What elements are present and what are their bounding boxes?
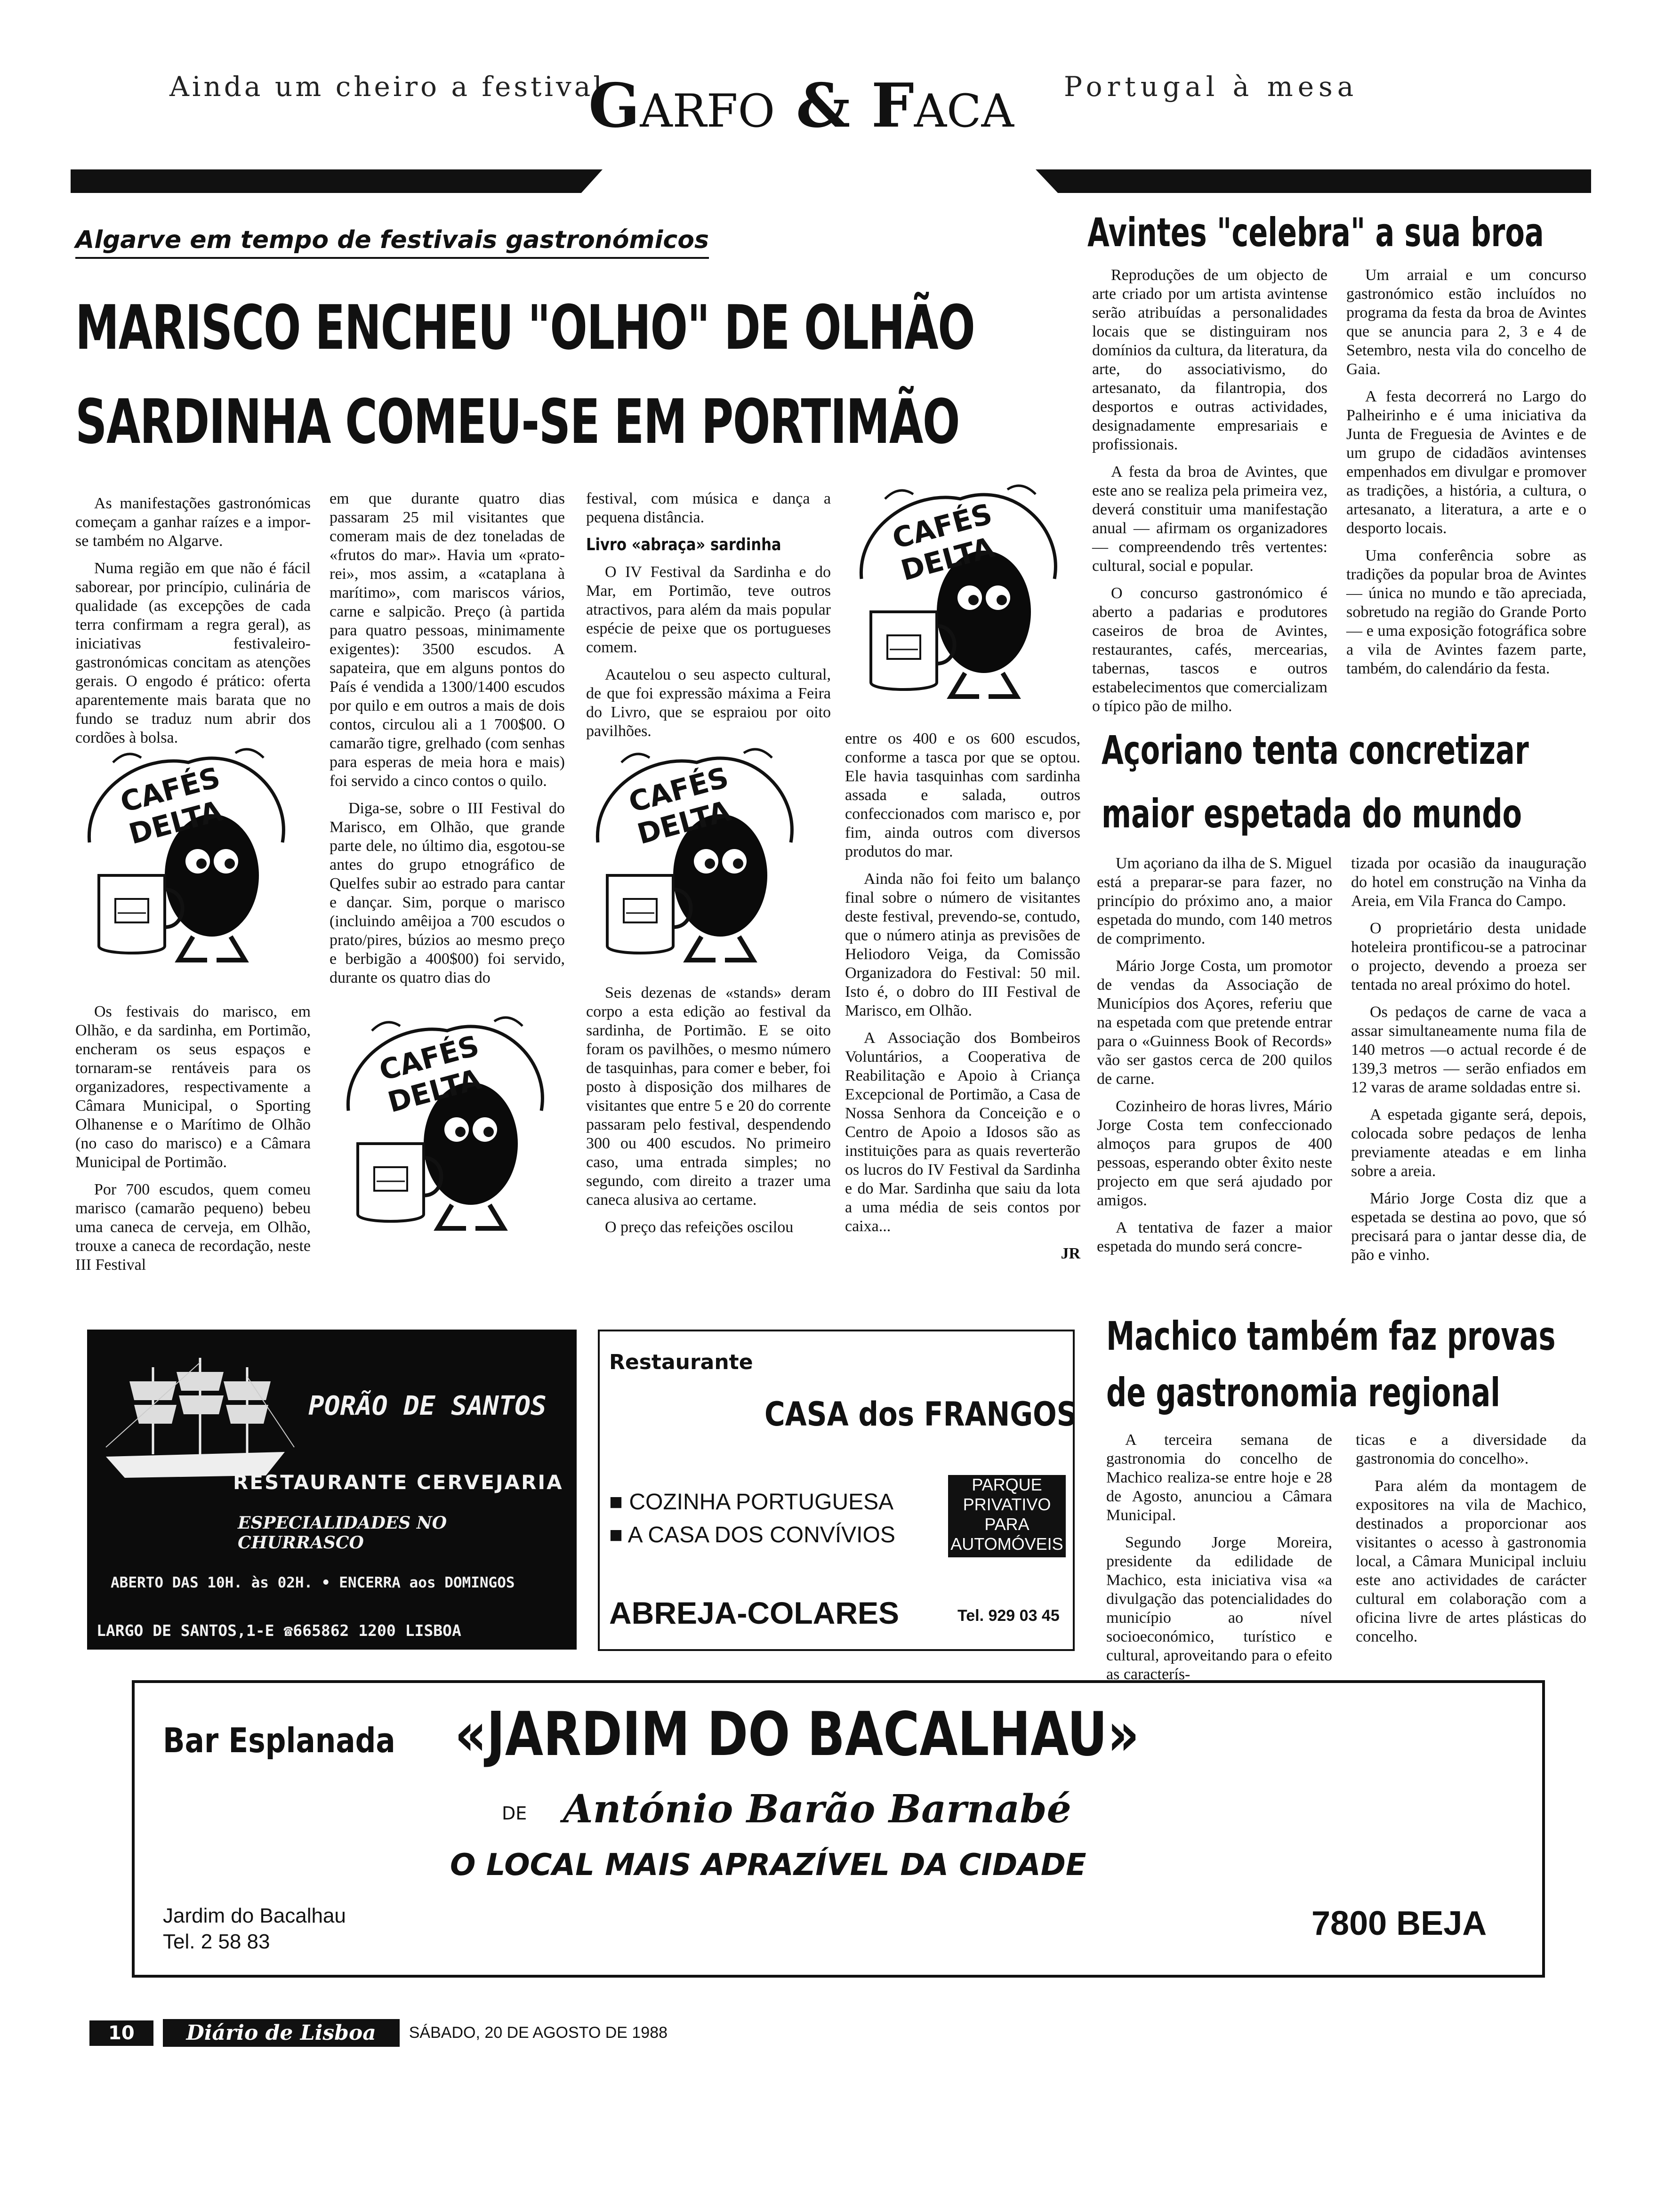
headline-line1: MARISCO ENCHEU "OLHO" DE OLHÃO [75,292,975,363]
main-col4: entre os 400 e os 600 escudos, conforme a tasca por que se optou. Ele havia tasquinhas com sardinha assada e salada, outros confeccionados com marisco e, por fim, ainda outros com diversos produtos do mar. Ainda não foi feito um balanço final sobre o número de visitantes deste festival, prevendo-se, contudo, que o número atinja as previsões de Heliodoro Veiga, da Comissão Organizadora do Festival: 50 mil. Isto é, o dobro do III Festival de Marisco, em Olhão. A Associação dos Bombeiros Voluntários, a Cooperativa de Reabilitação e Apoio à Criança Excepcional de Portimão, a Casa de Nossa Senhora da Conceição e o Centro de Apoio a Idosos são as instituições para as quais reverterão os lucros do IV Festival da Sardinha e do Mar. Sardinha que saiu da lota a uma média de seis contos por caixa... JR [845,730,1080,1262]
delta-ad-3 [330,1002,565,1240]
delta-ad-1 [71,734,306,971]
article-kicker: Algarve em tempo de festivais gastronómicos [75,226,709,259]
page-footer [89,2019,668,2047]
delta-brand-text: CAFÉS DELTA [625,761,734,851]
main-col2: em que durante quatro dias passaram 25 mil visitantes que comeram mais de dez toneladas de «frutos do mar». Havia um «prato-rei», mos assim, a «cataplana à marítimo», com mariscos vários, carne e salpicão. Preço (à partida para quatro pessoas, minimamente exigentes): 3500 escudos. A sapateira, que em alguns pontos do País é vendida a 1300/1400 escudos por quilo e em outros a mais de dois contos, circulou ali a 1 700$00. O camarão tigre, grelhado (com senhas para esperas de meia hora e mais) foi servido a cinco contos o quilo. Diga-se, sobre o III Festival do Marisco, em Olhão, que grande parte dele, no último dia, esgotou-se antes do grupo etnográfico de Quelfes subir ao estrado para cantar e dançar. Sim, porque o marisco (incluindo amêijoa a 700 escudos o prato/pires, búzios ao mesmo preço e berbigão a 400$00) foi servido, durante os quatro dias do [330,490,565,986]
acoriano-title-line1: Açoriano tenta concretizar [1102,727,1529,773]
porao-type: RESTAURANTE CERVEJARIA [233,1471,563,1494]
porao-specialty: ESPECIALIDADES NO CHURRASCO [238,1513,447,1553]
headline-line2: SARDINHA COMEU-SE EM PORTIMÃO [75,386,960,457]
page-number: 10 [89,2020,153,2046]
bacalhau-slogan: O LOCAL MAIS APRAZÍVEL DA CIDADE [450,1848,1086,1883]
casa-dos-frangos-ad [598,1330,1075,1651]
delta-brand-text: CAFÉS DELTA [117,761,226,851]
paper-name: Diário de Lisboa [163,2019,400,2047]
bacalhau-de: DE [502,1803,527,1824]
acoriano-col1: Um açoriano da ilha de S. Miguel está a preparar-se para fazer, no princípio do próximo ano, a maior espetada do mundo, com 140 metros de comprimento. Mário Jorge Costa, um promotor de vendas da Associação de Municípios dos Açores, referiu que na espetada com que pretende entrar para o «Guinness Book of Records» vão ser gastos cerca de 200 quilos de carne. Cozinheiro de horas livres, Mário Jorge Costa tem confeccionado almoços para grupos de 400 pessoas, esperando obter êxito neste projecto em que será ajudado por amigos. A tentativa de fazer a maior espetada do mundo será concre- [1097,855,1332,1255]
avintes-col1: Reproduções de um objecto de arte criado por um artista avintense serão atribuídas a personalidades locais que se distinguiram nos domínios da cultura, da literatura, da arte, do associativismo, do artesanato, da filantropia, dos desportos e outras actividades, designadamente empresariais e profissionais. A festa da broa de Avintes, que este ano se realiza pela primeira vez, deverá constituir uma manifestação anual — afirmam os organizadores — compreendendo três vertentes: cultural, social e popular. O concurso gastronómico é aberto a padarias e produtores caseiros de broa de Avintes, restaurantes, cafés, mercearias, tabernas, tascos e outros estabelecimentos que comercializam o típico pão de milho. [1092,266,1327,715]
header-left-strip: Ainda um cheiro a festival [169,71,605,103]
machico-col1: A terceira semana de gastronomia do concelho de Machico realiza-se entre hoje e 28 de Agosto, anunciou a Câmara Municipal. Segundo Jorge Moreira, presidente da edilidade de Machico, esta iniciativa visa «a divulgação das potencialidades do município ao nível socioeconómico, turístico e cultural, aproveitando para o efeito as caracterís- [1106,1431,1332,1683]
frangos-label: Restaurante [609,1350,753,1374]
porao-address: LARGO DE SANTOS,1-E ☎665862 1200 LISBOA [97,1621,461,1640]
main-col1-top: As manifestações gastronómicas começam a ganhar raízes e a impor-se também no Algarve. Numa região em que não é fácil saborear, por princípio, culinária de qualidade (as excepções de cada terra confirmam a regra geral), as iniciativas festivaleiro-gastronómicas concitam as atenções gerais. O engodo é prático: oferta aparentemente mais barata que no fundo se traduz num abrir dos cordões à bolsa. [75,495,311,746]
porao-name: PORÃO DE SANTOS [308,1391,547,1421]
ship-icon [97,1348,304,1490]
header-rule-right [1036,169,1591,193]
machico-title-line1: Machico também faz provas [1106,1313,1556,1359]
acoriano-col2: tizada por ocasião da inauguração do hotel em construção na Vinha da Areia, em Vila Franca do Campo. O proprietário desta unidade hoteleira prontificou-se a patrocinar o projecto, devendo a proeza ser tentada no areal próximo do hotel. Os pedaços de carne de vaca a assar simultaneamente numa fila de 140 metros —o actual recorde é de 139,3 metros — serão enfiados em 12 varas de arame soldadas entre si. A espetada gigante será, depois, colocada sobre pedaços de lenha previamente ateadas e em linha sobre a areia. Mário Jorge Costa diz que a espetada se destina ao povo, que só precisará para o jantar desse dia, de pão e vinho. [1351,855,1586,1264]
subhead-livro: Livro «abraça» sardinha [586,535,781,554]
delta-ad-2 [579,734,814,971]
article-signature: JR [1061,1245,1080,1262]
avintes-title: Avintes "celebra" a sua broa [1087,209,1544,256]
machico-col2: ticas e a diversidade da gastronomia do concelho». Para além da montagem de expositores na vila de Machico, destinados a proporcionar aos visitantes o acesso à gastronomia local, a Câmara Municipal incluiu este ano actividades de carácter cultural em colaboração com a oficina livre de artes plásticas do concelho. [1356,1431,1586,1645]
frangos-item1: ■ COZINHA PORTUGUESA [609,1490,894,1515]
main-col3-bottom: Seis dezenas de «stands» deram corpo a esta edição ao festival da sardinha, de Portimão. E se oito foram os pavilhões, o mesmo número de tasquinhas, para comer e beber, foi posto à disposição dos milhares de visitantes que entre 5 e 20 do corrente passaram pelo festival, despendendo 300 ou 400 escudos. No primeiro caso, uma entrada simples; no segundo, com direito a trazer uma caneca alusiva ao certame. O preço das refeições oscilou [586,984,831,1236]
bacalhau-owner: António Barão Barnabé [563,1787,1071,1832]
frangos-parking: PARQUE PRIVATIVO PARA AUTOMÓVEIS [948,1475,1066,1557]
delta-brand-text: CAFÉS DELTA [376,1029,485,1120]
main-col1-bottom: Os festivais do marisco, em Olhão, e da sardinha, em Portimão, encheram os seus espaços e tornaram-se rentáveis para os organizadores, respectivamente a Câmara Municipal, o Sporting Olhanense e o Marítimo de Olhão (no caso do marisco) e a Câmara Municipal de Portimão. Por 700 escudos, quem comeu marisco (camarão pequeno) bebeu uma caneca de cerveja, em Olhão, trouxe a caneca de recordação, neste III Festival [75,1003,311,1274]
bacalhau-name: «JARDIM DO BACALHAU» [455,1699,1140,1770]
frangos-item2: ■ A CASA DOS CONVÍVIOS [609,1523,895,1547]
delta-brand-text: CAFÉS DELTA [889,497,998,588]
delta-ad-4 [843,471,1078,708]
porao-de-santos-ad [87,1330,577,1650]
bacalhau-city: 7800 BEJA [1311,1905,1487,1942]
porao-hours: ABERTO DAS 10H. às 02H. • ENCERRA aos DOMINGOS [111,1574,515,1591]
bacalhau-contact-name: Jardim do Bacalhau [163,1904,346,1927]
bacalhau-prefix: Bar Esplanada [163,1721,395,1760]
avintes-col2: Um arraial e um concurso gastronómico estão incluídos no programa da festa da broa de Avintes que se anuncia para 2, 3 e 4 de Setembro, nesta vila do concelho de Gaia. A festa decorrerá no Largo do Palheirinho e é uma iniciativa da Junta de Freguesia de Avintes e de um grupo de cidadãos avintenses empenhados em divulgar e promover as tradições, a história, a cultura, o artesanato, a literatura, a arte e o desporto locais. Uma conferência sobre as tradições da popular broa de Avintes — única no mundo e tão apreciada, sobretudo na região do Grande Porto — e uma exposição fotográfica sobre a vila de Avintes fazem parte, também, do calendário da festa. [1346,266,1586,677]
frangos-phone: Tel. 929 03 45 [957,1607,1060,1625]
section-masthead: GARFO & FACA [588,71,1014,141]
main-col3-top: festival, com música e dança a pequena distância. Livro «abraça» sardinha O IV Festival da Sardinha e do Mar, em Portimão, teve outros atractivos, para além da mais popular espécie de peixe que os portugueses comem. Acautelou o seu aspecto cultural, de que foi expressão máxima a Feira do Livro, que se espraiou por oito pavilhões. [586,490,831,740]
header-right-strip: Portugal à mesa [1064,71,1359,103]
frangos-name: CASA dos FRANGOS [764,1395,1077,1434]
acoriano-title-line2: maior espetada do mundo [1102,791,1522,837]
jardim-do-bacalhau-ad [132,1680,1545,1978]
header-rule-left [71,169,603,193]
issue-date: SÁBADO, 20 DE AGOSTO DE 1988 [409,2024,668,2042]
frangos-location: ABREJA-COLARES [609,1595,900,1630]
machico-title-line2: de gastronomia regional [1106,1370,1501,1416]
bacalhau-contact-tel: Tel. 2 58 83 [163,1930,270,1953]
